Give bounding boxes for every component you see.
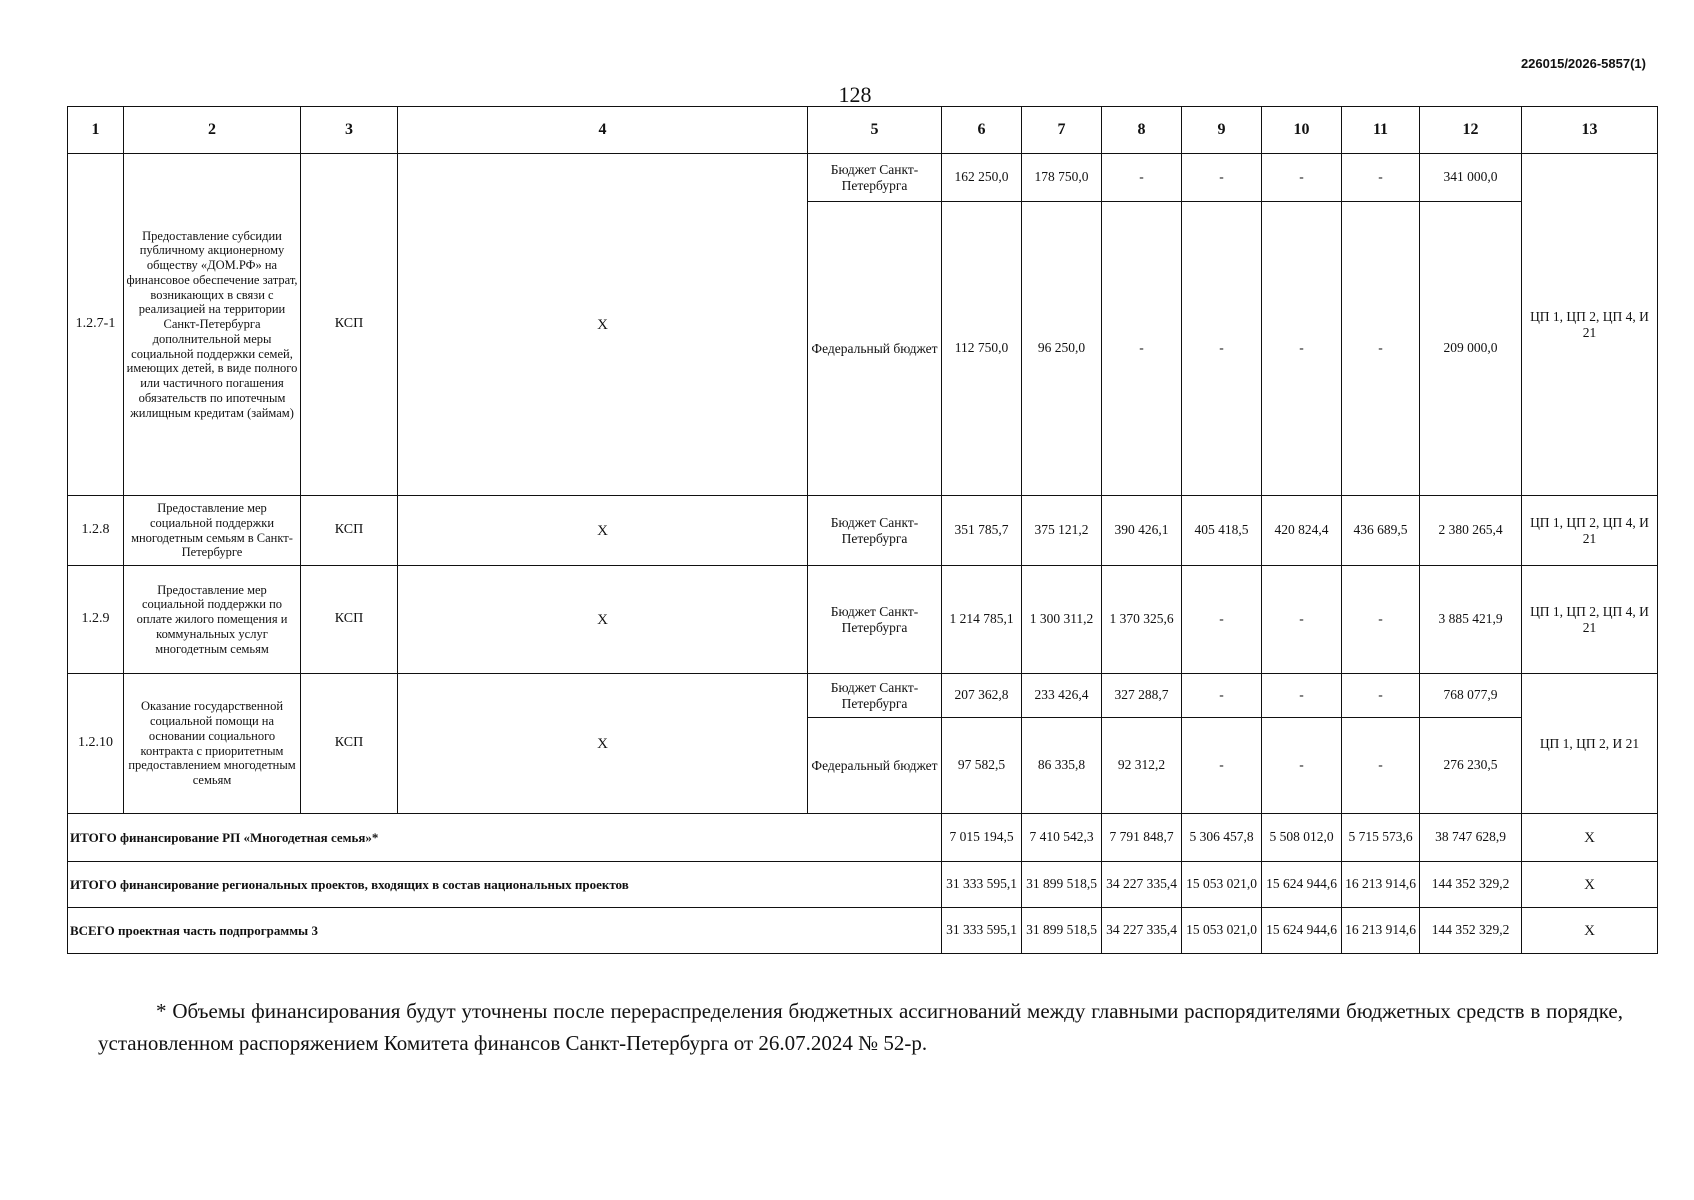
value-cell: - xyxy=(1342,566,1420,674)
value-cell: 209 000,0 xyxy=(1420,202,1522,496)
row-executor: КСП xyxy=(301,566,398,674)
value-cell: 31 899 518,5 xyxy=(1022,862,1102,908)
value-cell: 34 227 335,4 xyxy=(1102,862,1182,908)
document-id: 226015/2026-5857(1) xyxy=(1520,56,1646,71)
value-cell: 96 250,0 xyxy=(1022,202,1102,496)
row-code: 1.2.7-1 xyxy=(68,154,124,496)
value-cell: 1 370 325,6 xyxy=(1102,566,1182,674)
row-goals: ЦП 1, ЦП 2, И 21 xyxy=(1522,674,1658,814)
value-cell: 7 410 542,3 xyxy=(1022,814,1102,862)
row-executor: КСП xyxy=(301,674,398,814)
value-cell: 405 418,5 xyxy=(1182,496,1262,566)
value-cell: 16 213 914,6 xyxy=(1342,862,1420,908)
column-header: 8 xyxy=(1102,107,1182,154)
funding-source: Бюджет Санкт-Петербурга xyxy=(808,674,942,718)
value-cell: - xyxy=(1262,674,1342,718)
total-label: ИТОГО финансирование региональных проектов, входящих в состав национальных проектов xyxy=(68,862,942,908)
total-row xyxy=(68,862,1658,908)
value-cell: 768 077,9 xyxy=(1420,674,1522,718)
table-row xyxy=(68,496,1658,566)
funding-source: Бюджет Санкт-Петербурга xyxy=(808,566,942,674)
total-row xyxy=(68,908,1658,954)
value-cell: 15 624 944,6 xyxy=(1262,862,1342,908)
value-cell: 351 785,7 xyxy=(942,496,1022,566)
row-executor: КСП xyxy=(301,154,398,496)
total-mark: X xyxy=(1522,862,1658,908)
column-header: 4 xyxy=(398,107,808,154)
value-cell: 5 508 012,0 xyxy=(1262,814,1342,862)
value-cell: - xyxy=(1102,202,1182,496)
value-cell: 1 214 785,1 xyxy=(942,566,1022,674)
value-cell: - xyxy=(1182,154,1262,202)
row-col4: X xyxy=(398,496,808,566)
value-cell: - xyxy=(1262,566,1342,674)
row-name: Предоставление мер социальной поддержки по оплате жилого помещения и коммунальных услуг многодетным семьям xyxy=(124,566,301,674)
value-cell: 7 015 194,5 xyxy=(942,814,1022,862)
value-cell: 5 306 457,8 xyxy=(1182,814,1262,862)
value-cell: 1 300 311,2 xyxy=(1022,566,1102,674)
table-row xyxy=(68,154,1658,202)
column-header: 6 xyxy=(942,107,1022,154)
value-cell: 34 227 335,4 xyxy=(1102,908,1182,954)
row-executor: КСП xyxy=(301,496,398,566)
value-cell: 233 426,4 xyxy=(1022,674,1102,718)
column-header: 5 xyxy=(808,107,942,154)
column-header: 10 xyxy=(1262,107,1342,154)
funding-source: Федеральный бюджет xyxy=(808,718,942,814)
value-cell: - xyxy=(1182,202,1262,496)
funding-source: Бюджет Санкт-Петербурга xyxy=(808,496,942,566)
value-cell: 15 624 944,6 xyxy=(1262,908,1342,954)
column-header: 2 xyxy=(124,107,301,154)
value-cell: 2 380 265,4 xyxy=(1420,496,1522,566)
value-cell: 15 053 021,0 xyxy=(1182,908,1262,954)
column-header: 12 xyxy=(1420,107,1522,154)
value-cell: 31 333 595,1 xyxy=(942,908,1022,954)
funding-source: Федеральный бюджет xyxy=(808,202,942,496)
value-cell: - xyxy=(1342,674,1420,718)
value-cell: 92 312,2 xyxy=(1102,718,1182,814)
row-goals: ЦП 1, ЦП 2, ЦП 4, И 21 xyxy=(1522,496,1658,566)
value-cell: 5 715 573,6 xyxy=(1342,814,1420,862)
value-cell: - xyxy=(1262,202,1342,496)
row-goals: ЦП 1, ЦП 2, ЦП 4, И 21 xyxy=(1522,566,1658,674)
row-name: Предоставление мер социальной поддержки многодетным семьям в Санкт-Петербурге xyxy=(124,496,301,566)
column-header: 1 xyxy=(68,107,124,154)
value-cell: 7 791 848,7 xyxy=(1102,814,1182,862)
value-cell: 327 288,7 xyxy=(1102,674,1182,718)
page-number: 128 xyxy=(838,82,872,107)
row-col4: X xyxy=(398,154,808,496)
value-cell: 144 352 329,2 xyxy=(1420,862,1522,908)
row-name: Предоставление субсидии публичному акционерному обществу «ДОМ.РФ» на финансовое обеспечение затрат, возникающих в связи с реализацией на территории Санкт-Петербурга дополнительной меры социальной поддержки семей, имеющих детей, в виде полного или частичного погашения обязательств по ипотечным жилищным кредитам (займам) xyxy=(124,154,301,496)
row-col4: X xyxy=(398,674,808,814)
value-cell: 15 053 021,0 xyxy=(1182,862,1262,908)
value-cell: - xyxy=(1102,154,1182,202)
footnote: * Объемы финансирования будут уточнены после перераспределения бюджетных ассигнований между главными распорядителями бюджетных средств в порядке, установленном распоряжением Комитета финансов Санкт-Петербурга от 26.07.2024 № 52-р. xyxy=(98,999,1623,1055)
value-cell: 97 582,5 xyxy=(942,718,1022,814)
value-cell: 207 362,8 xyxy=(942,674,1022,718)
value-cell: - xyxy=(1342,202,1420,496)
value-cell: 31 899 518,5 xyxy=(1022,908,1102,954)
total-label: ИТОГО финансирование РП «Многодетная семья»* xyxy=(68,814,942,862)
row-goals: ЦП 1, ЦП 2, ЦП 4, И 21 xyxy=(1522,154,1658,496)
column-header: 13 xyxy=(1522,107,1658,154)
value-cell: 112 750,0 xyxy=(942,202,1022,496)
value-cell: 375 121,2 xyxy=(1022,496,1102,566)
value-cell: 436 689,5 xyxy=(1342,496,1420,566)
total-row xyxy=(68,814,1658,862)
value-cell: 144 352 329,2 xyxy=(1420,908,1522,954)
value-cell: 276 230,5 xyxy=(1420,718,1522,814)
table-row xyxy=(68,566,1658,674)
value-cell: 16 213 914,6 xyxy=(1342,908,1420,954)
row-name: Оказание государственной социальной помощи на основании социального контракта с приоритетным предоставлением многодетным семьям xyxy=(124,674,301,814)
value-cell: 341 000,0 xyxy=(1420,154,1522,202)
table-header-row xyxy=(68,107,1658,154)
value-cell: - xyxy=(1182,718,1262,814)
value-cell: 178 750,0 xyxy=(1022,154,1102,202)
value-cell: - xyxy=(1262,718,1342,814)
column-header: 9 xyxy=(1182,107,1262,154)
value-cell: 162 250,0 xyxy=(942,154,1022,202)
column-header: 11 xyxy=(1342,107,1420,154)
column-header: 3 xyxy=(301,107,398,154)
value-cell: - xyxy=(1262,154,1342,202)
value-cell: 86 335,8 xyxy=(1022,718,1102,814)
value-cell: - xyxy=(1342,718,1420,814)
value-cell: - xyxy=(1342,154,1420,202)
total-mark: X xyxy=(1522,814,1658,862)
value-cell: 31 333 595,1 xyxy=(942,862,1022,908)
row-code: 1.2.9 xyxy=(68,566,124,674)
total-label: ВСЕГО проектная часть подпрограммы 3 xyxy=(68,908,942,954)
value-cell: 390 426,1 xyxy=(1102,496,1182,566)
table-row xyxy=(68,674,1658,718)
value-cell: - xyxy=(1182,566,1262,674)
funding-source: Бюджет Санкт-Петербурга xyxy=(808,154,942,202)
row-code: 1.2.10 xyxy=(68,674,124,814)
total-mark: X xyxy=(1522,908,1658,954)
financing-table xyxy=(67,106,1658,954)
row-col4: X xyxy=(398,566,808,674)
value-cell: 38 747 628,9 xyxy=(1420,814,1522,862)
value-cell: - xyxy=(1182,674,1262,718)
value-cell: 420 824,4 xyxy=(1262,496,1342,566)
value-cell: 3 885 421,9 xyxy=(1420,566,1522,674)
column-header: 7 xyxy=(1022,107,1102,154)
row-code: 1.2.8 xyxy=(68,496,124,566)
